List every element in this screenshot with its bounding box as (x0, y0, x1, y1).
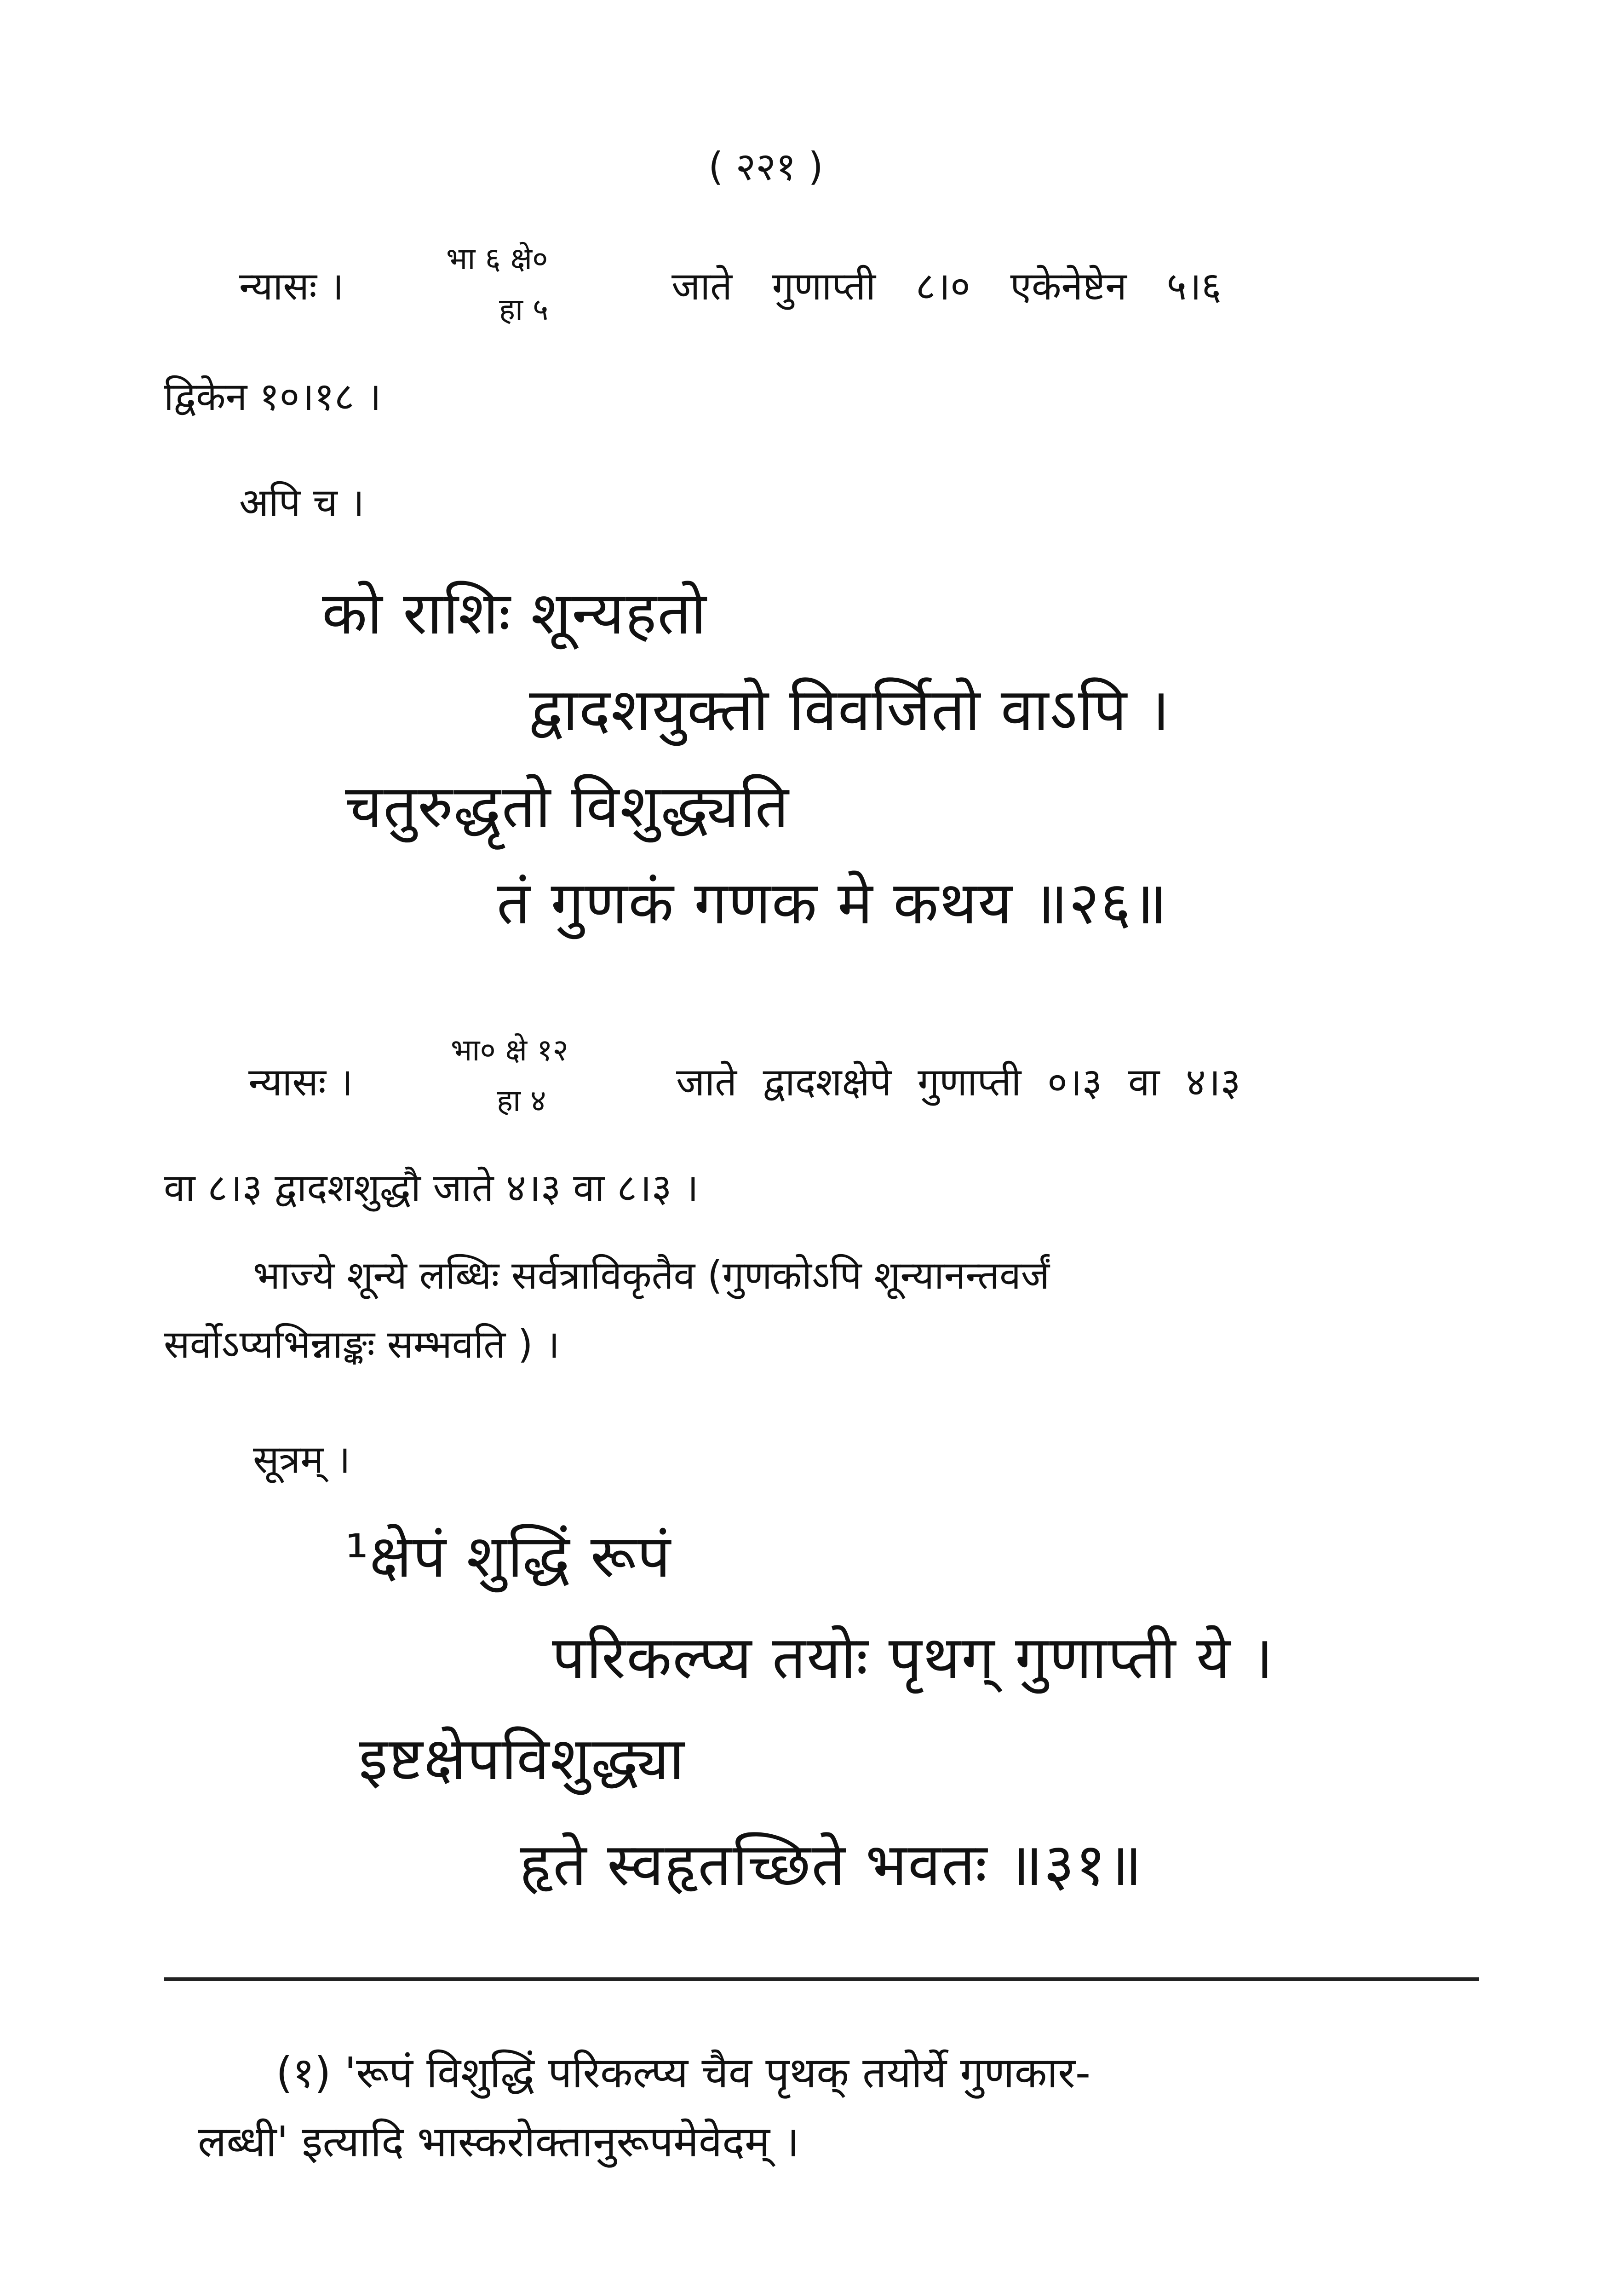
nyasa-bhajya-kshepa: भा० क्षे १२ (451, 1032, 568, 1068)
verse-line: इष्टक्षेपविशुद्ध्या (359, 1725, 685, 1793)
api-ca-heading: अपि च । (239, 480, 365, 525)
verse-line: हृते स्वहृतच्छिते भवतः ॥३१॥ (520, 1831, 1143, 1899)
footnote-divider (164, 1977, 1479, 1981)
remark-line: भाज्ये शून्ये लब्धिः सर्वत्राविकृतैव (गुणकोऽपि शून्यानन्तवर्जं (253, 1253, 1050, 1298)
nyasa-result: जाते गुणाप्ती ८।० एकेनेष्टेन ५।६ (671, 264, 1222, 309)
nyasa-hara: हा ४ (497, 1083, 546, 1118)
verse-line: द्वादशयुक्तो विवर्जितो वाऽपि । (529, 676, 1171, 744)
verse-line: ¹क्षेपं शुद्धिं रूपं (345, 1522, 671, 1591)
nyasa-hara: हा ५ (499, 292, 549, 327)
nyasa-continuation: वा ८।३ द्वादशशुद्धौ जाते ४।३ वा ८।३ । (164, 1165, 699, 1210)
verse-line: चतुरुद्धृतो विशुद्ध्यति (345, 772, 790, 841)
nyasa-bhajya-kshepa: भा ६ क्षे० (446, 241, 548, 276)
footnote-line: लब्धी' इत्यादि भास्करोक्तानुरूपमेवेदम् । (198, 2117, 800, 2166)
remark-line: सर्वोऽप्यभिन्नाङ्कः सम्भवति ) । (164, 1322, 560, 1367)
verse-line: परिकल्प्य तयोः पृथग् गुणाप्ती ये । (552, 1624, 1274, 1692)
verse-line: को राशिः शून्यहतो (322, 579, 707, 648)
nyasa-label: न्यासः । (239, 264, 344, 309)
sutram-heading: सूत्रम् । (253, 1437, 350, 1482)
nyasa-label: न्यासः । (248, 1060, 353, 1105)
verse-line: तं गुणकं गणक मे कथय ॥२६॥ (497, 869, 1168, 938)
footnote-line: (१) 'रूपं विशुद्धिं परिकल्प्य चैव पृथक् तयोर्ये गुणकार- (276, 2048, 1091, 2097)
nyasa-continuation: द्विकेन १०।१८ । (164, 374, 381, 419)
page-number: ( २२१ ) (708, 144, 823, 189)
nyasa-result: जाते द्वादशक्षेपे गुणाप्ती ०।३ वा ४।३ (676, 1060, 1241, 1105)
